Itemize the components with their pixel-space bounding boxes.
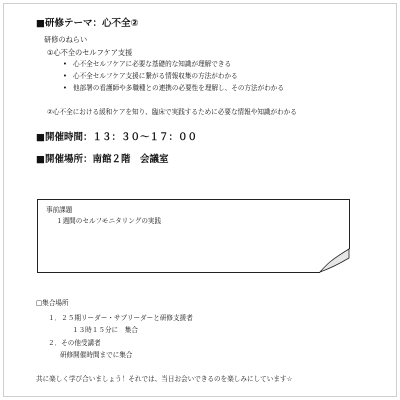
prework-item: １週間のセルフモニタリングの実践 — [56, 217, 162, 225]
meeting-line-3: ２．その他受講者 — [48, 339, 101, 347]
aim-2-title: ②心不全における緩和ケアを知り、臨床で実践するために必要な情報や知識がわかる — [47, 108, 297, 116]
aim-1-bullet-2: • 心不全セルフケア支援に繋がる情報収集の方法がわかる — [63, 72, 238, 80]
bullet-dot-icon: • — [63, 72, 67, 80]
prework-heading: 事前課題 — [46, 206, 73, 214]
meeting-line-4: 研修開催時間までに集合 — [60, 351, 133, 359]
note-folded-corner-icon — [320, 249, 350, 273]
bullet-dot-icon: • — [63, 84, 67, 92]
meeting-place-heading: □集合場所 — [36, 299, 69, 307]
meeting-line-2: １３時１５分に 集合 — [72, 326, 138, 334]
aim-1-bullet-1: • 心不全セルフケアに必要な基礎的な知識が理解できる — [63, 60, 232, 68]
aims-label: 研修のねらい — [44, 35, 88, 44]
closing-message: 共に楽しく学び合いましょう！それでは、当日お会いできるのを楽しみにしています☆ — [36, 375, 293, 383]
aim-1-bullet-3: • 他部署の看護師や多職種との連携の必要性を理解し、その方法がわかる — [63, 84, 284, 92]
event-place: ■開催場所：南館２階 会議室 — [36, 154, 169, 165]
bullet-dot-icon: • — [63, 60, 67, 68]
meeting-line-1: １．２５期リーダー・サブリーダーと研修支援者 — [48, 314, 193, 322]
event-time: ■開催時間：１３：３０～１７：００ — [36, 132, 197, 143]
prework-note-box — [37, 199, 350, 273]
training-theme-title: ■研修テーマ：心不全② — [36, 18, 139, 29]
aim-1-title: ①心不全のセルフケア支援 — [47, 48, 133, 57]
